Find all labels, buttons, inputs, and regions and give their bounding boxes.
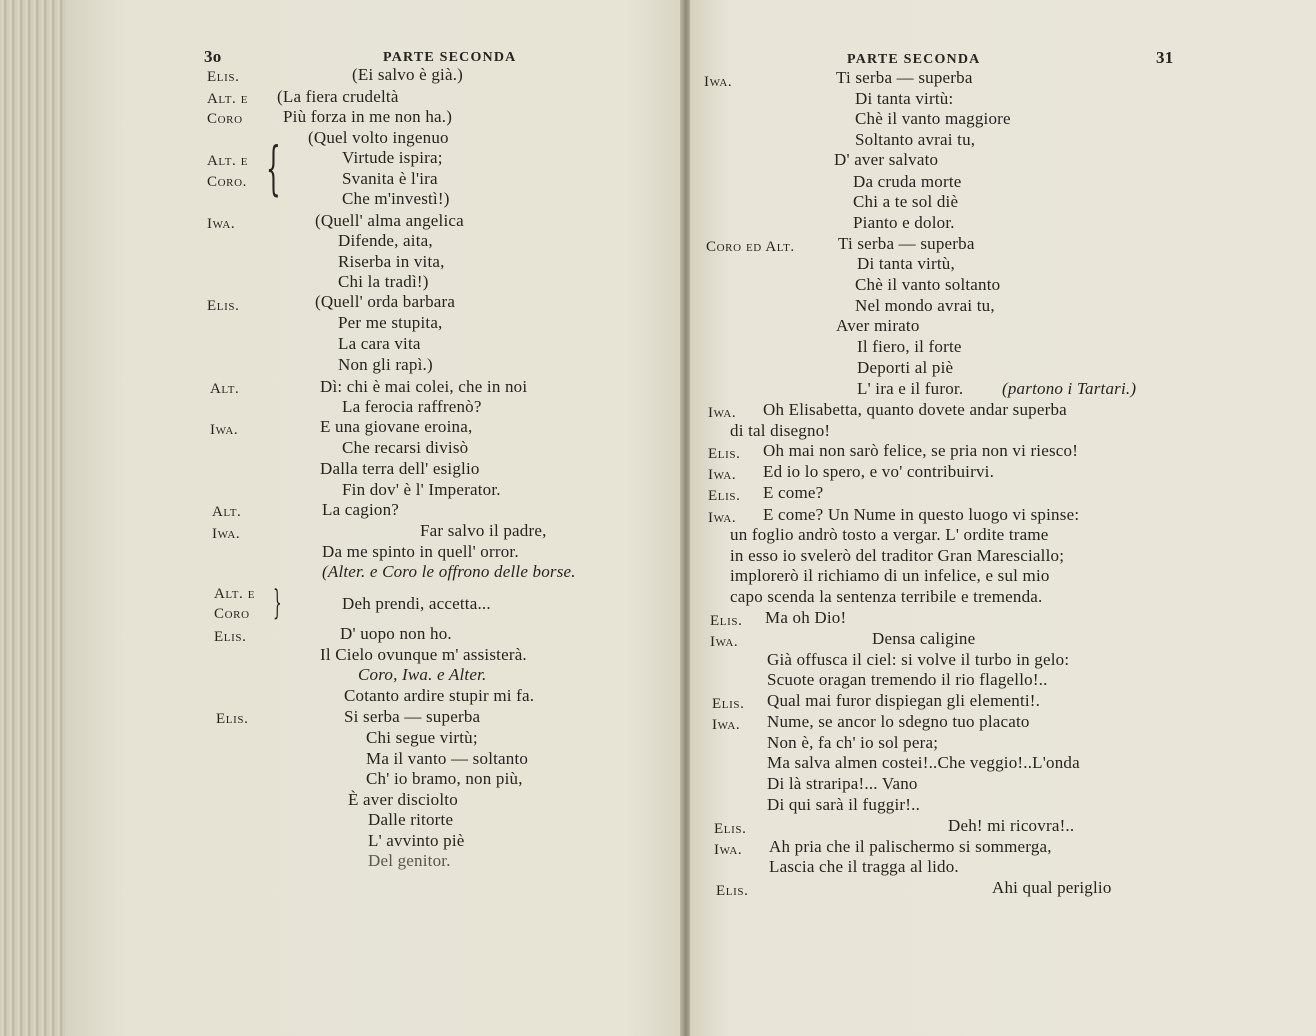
left-page bbox=[66, 0, 682, 1036]
verse-line: Difende, aita, bbox=[338, 231, 433, 250]
verse-line: Di qui sarà il fuggir!.. bbox=[767, 795, 921, 814]
prose-line: E come? Un Nume in questo luogo vi spinse: bbox=[763, 505, 1080, 524]
speaker: Iwa. bbox=[207, 216, 236, 232]
verse-line: Chi la tradì!) bbox=[338, 272, 429, 291]
speaker: Alt. bbox=[212, 504, 242, 520]
speaker: Elis. bbox=[712, 696, 745, 712]
verse-line: Chè il vanto soltanto bbox=[855, 275, 1001, 294]
verse-line: Nel mondo avrai tu, bbox=[855, 296, 995, 315]
stage-direction: (Alter. e Coro le offrono delle borse. bbox=[322, 562, 576, 581]
verse-line: Deh! mi ricovra!.. bbox=[948, 816, 1075, 835]
prose-line: E come? bbox=[763, 483, 824, 502]
right-running-head: PARTE SECONDA bbox=[847, 52, 981, 67]
verse-line: Più forza in me non ha.) bbox=[283, 107, 453, 126]
verse-line: Da cruda morte bbox=[853, 172, 962, 191]
prose-line: di tal disegno! bbox=[730, 421, 831, 440]
speaker: Alt. bbox=[210, 381, 240, 397]
prose-line: implorerò il richiamo di un infelice, e sul mio bbox=[730, 566, 1050, 585]
speaker: Iwa. bbox=[708, 467, 737, 483]
verse-line: Chè il vanto maggiore bbox=[855, 109, 1011, 128]
verse-line: Pianto e dolor. bbox=[853, 213, 955, 232]
verse-line: Già offusca il ciel: si volve il turbo in gelo: bbox=[767, 650, 1070, 669]
speaker: Elis. bbox=[708, 488, 741, 504]
verse-line: E una giovane eroina, bbox=[320, 417, 473, 436]
speaker: Elis. bbox=[216, 711, 249, 727]
verse-line: Ahi qual periglio bbox=[992, 878, 1112, 897]
prose-line: Oh mai non sarò felice, se pria non vi riesco! bbox=[763, 441, 1079, 460]
right-page-number: 31 bbox=[1156, 48, 1174, 67]
prose-line: un foglio andrò tosto a vergar. L' ordite trame bbox=[730, 525, 1049, 544]
verse-line: D' uopo non ho. bbox=[340, 624, 452, 643]
verse-line: Non gli rapì.) bbox=[338, 355, 433, 374]
verse-line: Riserba in vita, bbox=[338, 252, 445, 271]
verse-line: Ti serba — superba bbox=[836, 68, 973, 87]
prose-line: Ma oh Dio! bbox=[765, 608, 847, 627]
prose-line: in esso io svelerò del traditor Gran Maresciallo; bbox=[730, 546, 1065, 565]
left-running-head: PARTE SECONDA bbox=[383, 50, 517, 65]
verse-line: Chi segue virtù; bbox=[366, 728, 478, 747]
verse-line: D' aver salvato bbox=[834, 150, 939, 169]
verse-line: Aver mirato bbox=[836, 316, 920, 335]
verse-line: Virtude ispira; bbox=[342, 148, 443, 167]
verse-line: Dalle ritorte bbox=[368, 810, 454, 829]
speaker: Elis. bbox=[207, 298, 240, 314]
verse-line: Del genitor. bbox=[368, 851, 451, 870]
stage-direction: Coro, Iwa. e Alter. bbox=[358, 665, 487, 684]
speaker: Iwa. bbox=[210, 422, 239, 438]
speaker: Alt. e bbox=[207, 153, 249, 169]
verse-line: Che m'investì!) bbox=[342, 189, 450, 208]
verse-line: La ferocia raffrenò? bbox=[342, 397, 482, 416]
verse-line: Chi a te sol diè bbox=[853, 192, 959, 211]
verse-line: L' ira e il furor. bbox=[857, 379, 964, 398]
verse-line: Non è, fa ch' io sol pera; bbox=[767, 733, 939, 752]
verse-line: Di tanta virtù: bbox=[855, 89, 954, 108]
verse-line: Cotanto ardire stupir mi fa. bbox=[344, 686, 535, 705]
speaker: Elis. bbox=[710, 613, 743, 629]
verse-line: Di là straripa!... Vano bbox=[767, 774, 918, 793]
verse-line: Da me spinto in quell' orror. bbox=[322, 542, 519, 561]
left-page-number: 3o bbox=[204, 47, 222, 66]
verse-line: Nume, se ancor lo sdegno tuo placato bbox=[767, 712, 1030, 731]
verse-line: È aver disciolto bbox=[348, 790, 458, 809]
speaker: Elis. bbox=[716, 883, 749, 899]
verse-line: Per me stupita, bbox=[338, 313, 443, 332]
verse-line: Deporti al piè bbox=[857, 358, 954, 377]
verse-line: Deh prendi, accetta... bbox=[342, 594, 491, 613]
verse-line: Ma salva almen costei!..Che veggio!..L'onda bbox=[767, 753, 1080, 772]
verse-line: Il Cielo ovunque m' assisterà. bbox=[320, 645, 527, 664]
speaker: Elis. bbox=[708, 446, 741, 462]
speaker: Iwa. bbox=[212, 526, 241, 542]
verse-line: Si serba — superba bbox=[344, 707, 481, 726]
prose-line: capo scenda la sentenza terribile e tremenda. bbox=[730, 587, 1043, 606]
verse-line: Far salvo il padre, bbox=[420, 521, 547, 540]
prose-line: Oh Elisabetta, quanto dovete andar superba bbox=[763, 400, 1067, 419]
verse-line: L' avvinto piè bbox=[368, 831, 465, 850]
verse-line: Ah pria che il palischermo si sommerga, bbox=[769, 837, 1052, 856]
verse-line: Ma il vanto — soltanto bbox=[366, 749, 529, 768]
page-edges bbox=[0, 0, 70, 1036]
speaker: Elis. bbox=[207, 69, 240, 85]
verse-line: Che recarsi divisò bbox=[342, 438, 469, 457]
verse-line: (Quell' orda barbara bbox=[315, 292, 456, 311]
verse-line: Densa caligine bbox=[872, 629, 976, 648]
verse-line: Qual mai furor dispiegan gli elementi!. bbox=[767, 691, 1041, 710]
prose-line: Ed io lo spero, e vo' contribuirvi. bbox=[763, 462, 995, 481]
verse-line: (Ei salvo è già.) bbox=[352, 65, 464, 84]
verse-line: Il fiero, il forte bbox=[857, 337, 962, 356]
speaker: Coro bbox=[207, 111, 243, 127]
speaker: Iwa. bbox=[704, 74, 733, 90]
verse-line: Ch' io bramo, non più, bbox=[366, 769, 523, 788]
verse-line: (Quell' alma angelica bbox=[315, 211, 464, 230]
verse-line: Di tanta virtù, bbox=[857, 254, 955, 273]
speaker: Elis. bbox=[214, 629, 247, 645]
brace-bracket: } bbox=[273, 583, 282, 623]
brace-bracket: { bbox=[266, 134, 281, 202]
verse-line: (Quel volto ingenuo bbox=[308, 128, 449, 147]
verse-line: La cara vita bbox=[338, 334, 421, 353]
stage-direction: (partono i Tartari.) bbox=[1002, 379, 1137, 398]
verse-line: Fin dov' è l' Imperator. bbox=[342, 480, 501, 499]
verse-line: Scuote oragan tremendo il rio flagello!.. bbox=[767, 670, 1048, 689]
speaker: Iwa. bbox=[714, 842, 743, 858]
verse-line: Lascia che il tragga al lido. bbox=[769, 857, 959, 876]
speaker: Iwa. bbox=[710, 634, 739, 650]
verse-line: (La fiera crudeltà bbox=[277, 87, 399, 106]
speaker: Coro bbox=[214, 606, 250, 622]
speaker: Coro. bbox=[207, 174, 247, 190]
verse-line: Dì: chi è mai colei, che in noi bbox=[320, 377, 528, 396]
speaker: Iwa. bbox=[712, 717, 741, 733]
verse-line: Svanita è l'ira bbox=[342, 169, 438, 188]
speaker: Iwa. bbox=[708, 510, 737, 526]
verse-line: Ti serba — superba bbox=[838, 234, 975, 253]
speaker: Alt. e bbox=[214, 586, 256, 602]
speaker: Coro ed Alt. bbox=[706, 239, 795, 255]
verse-line: Dalla terra dell' esiglio bbox=[320, 459, 480, 478]
verse-line: La cagion? bbox=[322, 500, 400, 519]
speaker: Alt. e bbox=[207, 91, 249, 107]
verse-line: Soltanto avrai tu, bbox=[855, 130, 976, 149]
right-page bbox=[690, 0, 1316, 1036]
speaker: Iwa. bbox=[708, 405, 737, 421]
speaker: Elis. bbox=[714, 821, 747, 837]
